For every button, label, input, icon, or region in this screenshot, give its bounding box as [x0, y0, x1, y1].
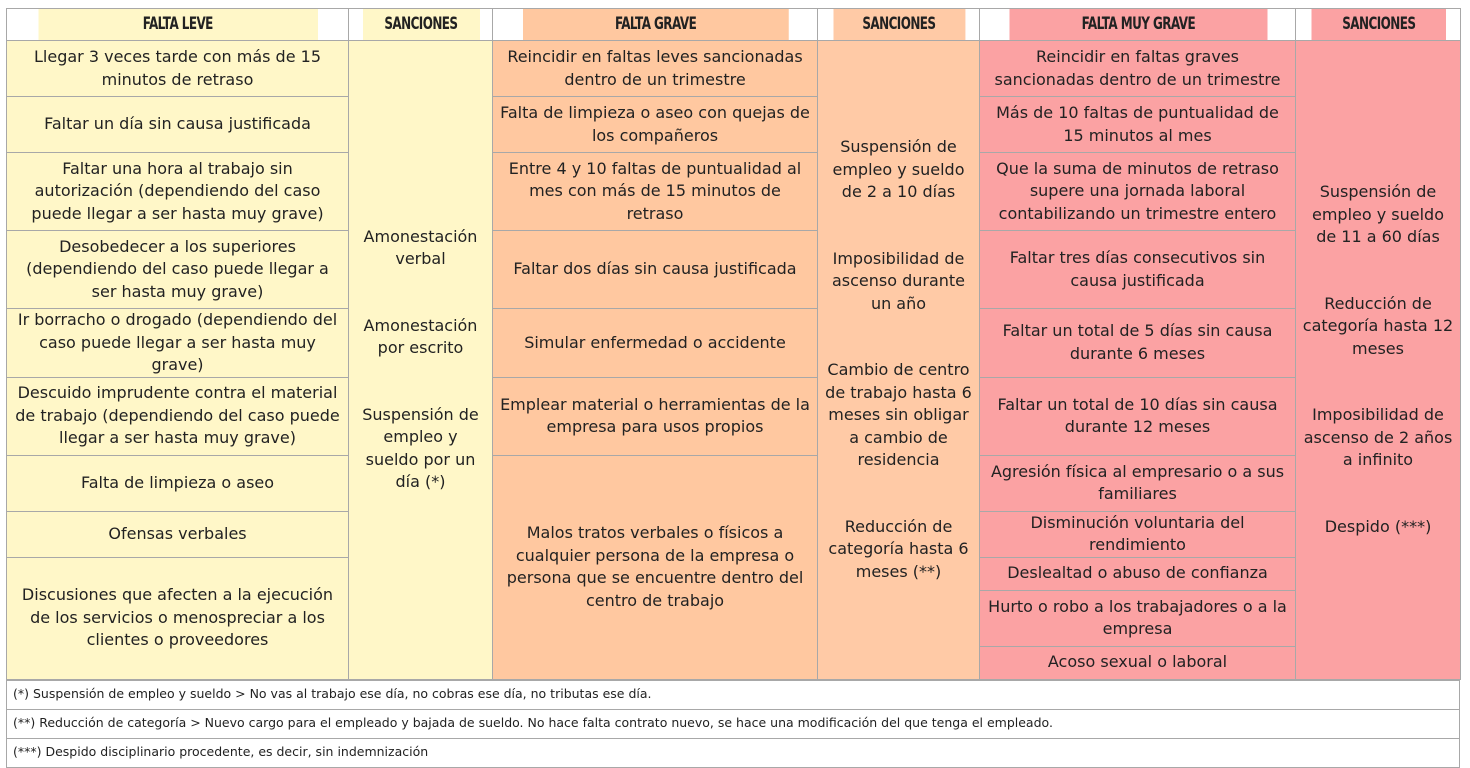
- leve-item: Faltar una hora al trabajo sin autorización (dependiendo del caso puede llegar a ser hasta muy grave): [7, 153, 349, 231]
- muy-grave-item: Faltar tres días consecutivos sin causa justificada: [980, 231, 1296, 309]
- grave-item: Emplear material o herramientas de la empresa para usos propios: [493, 377, 818, 455]
- grave-item: Entre 4 y 10 faltas de puntualidad al mes con más de 15 minutos de retraso: [493, 153, 818, 231]
- grave-item: Reincidir en faltas leves sancionadas dentro de un trimestre: [493, 41, 818, 97]
- grave-item: Simular enfermedad o accidente: [493, 309, 818, 378]
- leve-item: Desobedecer a los superiores (dependiendo del caso puede llegar a ser hasta muy grave): [7, 231, 349, 309]
- leve-item: Discusiones que afecten a la ejecución de los servicios o menospreciar a los clientes o proveedores: [7, 557, 349, 679]
- notes-table: [6, 680, 1460, 768]
- muy-grave-item: Acoso sexual o laboral: [980, 646, 1296, 679]
- muy-grave-item: Disminución voluntaria del rendimiento: [980, 511, 1296, 557]
- leve-item: Faltar un día sin causa justificada: [7, 97, 349, 153]
- muy-grave-item: Faltar un total de 5 días sin causa durante 6 meses: [980, 309, 1296, 378]
- header-sanciones-leve: SANCIONES: [361, 9, 479, 41]
- sanctions-table: [6, 8, 1461, 680]
- leve-item: Llegar 3 veces tarde con más de 15 minutos de retraso: [7, 41, 349, 97]
- muy-grave-item: Deslealtad o abuso de confianza: [980, 557, 1296, 590]
- muy-grave-item: Reincidir en faltas graves sancionadas dentro de un trimestre: [980, 41, 1296, 97]
- grave-item: Malos tratos verbales o físicos a cualquier persona de la empresa o persona que se encuentre dentro del centro de trabajo: [493, 455, 818, 679]
- muy-grave-item: Agresión física al empresario o a sus familiares: [980, 455, 1296, 511]
- muy-grave-item: Hurto o robo a los trabajadores o a la empresa: [980, 590, 1296, 646]
- sancion-leve: Amonestación por escrito: [363, 315, 478, 358]
- sanctions-table-wrapper: [6, 8, 1460, 768]
- sancion-muy-grave: Despido (***): [1324, 516, 1432, 536]
- sancion-grave: Suspensión de empleo y sueldo de 2 a 10 días: [832, 137, 965, 202]
- sancion-grave: Reducción de categoría hasta 6 meses (**): [828, 516, 969, 581]
- grave-item: Falta de limpieza o aseo con quejas de los compañeros: [493, 97, 818, 153]
- header-sanciones-muy-grave: SANCIONES: [1310, 9, 1445, 41]
- header-falta-leve: FALTA LEVE: [37, 9, 317, 41]
- sancion-grave: Imposibilidad de ascenso durante un año: [831, 248, 966, 313]
- sancion-grave: Cambio de centro de trabajo hasta 6 meses sin obligar a cambio de residencia: [825, 360, 972, 470]
- footnote-1: (*) Suspensión de empleo y sueldo > No vas al trabajo ese día, no cobras ese día, no tributas ese día.: [7, 680, 1460, 709]
- sancion-muy-grave: Imposibilidad de ascenso de 2 años a infinito: [1303, 405, 1453, 470]
- sancion-leve: Amonestación verbal: [363, 226, 478, 269]
- sanciones-grave-cell: [818, 41, 980, 680]
- header-falta-grave: FALTA GRAVE: [522, 9, 789, 41]
- grave-item: Faltar dos días sin causa justificada: [493, 231, 818, 309]
- sanciones-muy-grave-cell: [1296, 41, 1461, 680]
- footnote-3: (***) Despido disciplinario procedente, es decir, sin indemnización: [7, 738, 1460, 767]
- muy-grave-item: Faltar un total de 10 días sin causa durante 12 meses: [980, 377, 1296, 455]
- sancion-muy-grave: Reducción de categoría hasta 12 meses: [1302, 293, 1454, 358]
- header-sanciones-grave: SANCIONES: [832, 9, 965, 41]
- sancion-muy-grave: Suspensión de empleo y sueldo de 11 a 60 días: [1311, 182, 1444, 247]
- footnote-2: (**) Reducción de categoría > Nuevo cargo para el empleado y bajada de sueldo. No hace falta contrato nuevo, se hace una modificación del que tenga el empleado.: [7, 709, 1460, 738]
- header-row: [7, 9, 1461, 41]
- leve-item: Falta de limpieza o aseo: [7, 455, 349, 511]
- sanciones-leve-cell: [349, 41, 493, 680]
- leve-item: Ofensas verbales: [7, 511, 349, 557]
- sancion-leve: Suspensión de empleo y sueldo por un día (*): [362, 404, 479, 492]
- leve-item: Ir borracho o drogado (dependiendo del caso puede llegar a ser hasta muy grave): [7, 309, 349, 378]
- header-falta-muy-grave: FALTA MUY GRAVE: [1008, 9, 1267, 41]
- muy-grave-item: Más de 10 faltas de puntualidad de 15 minutos al mes: [980, 97, 1296, 153]
- leve-item: Descuido imprudente contra el material de trabajo (dependiendo del caso puede llegar a ser hasta muy grave): [7, 377, 349, 455]
- muy-grave-item: Que la suma de minutos de retraso supere una jornada laboral contabilizando un trimestre entero: [980, 153, 1296, 231]
